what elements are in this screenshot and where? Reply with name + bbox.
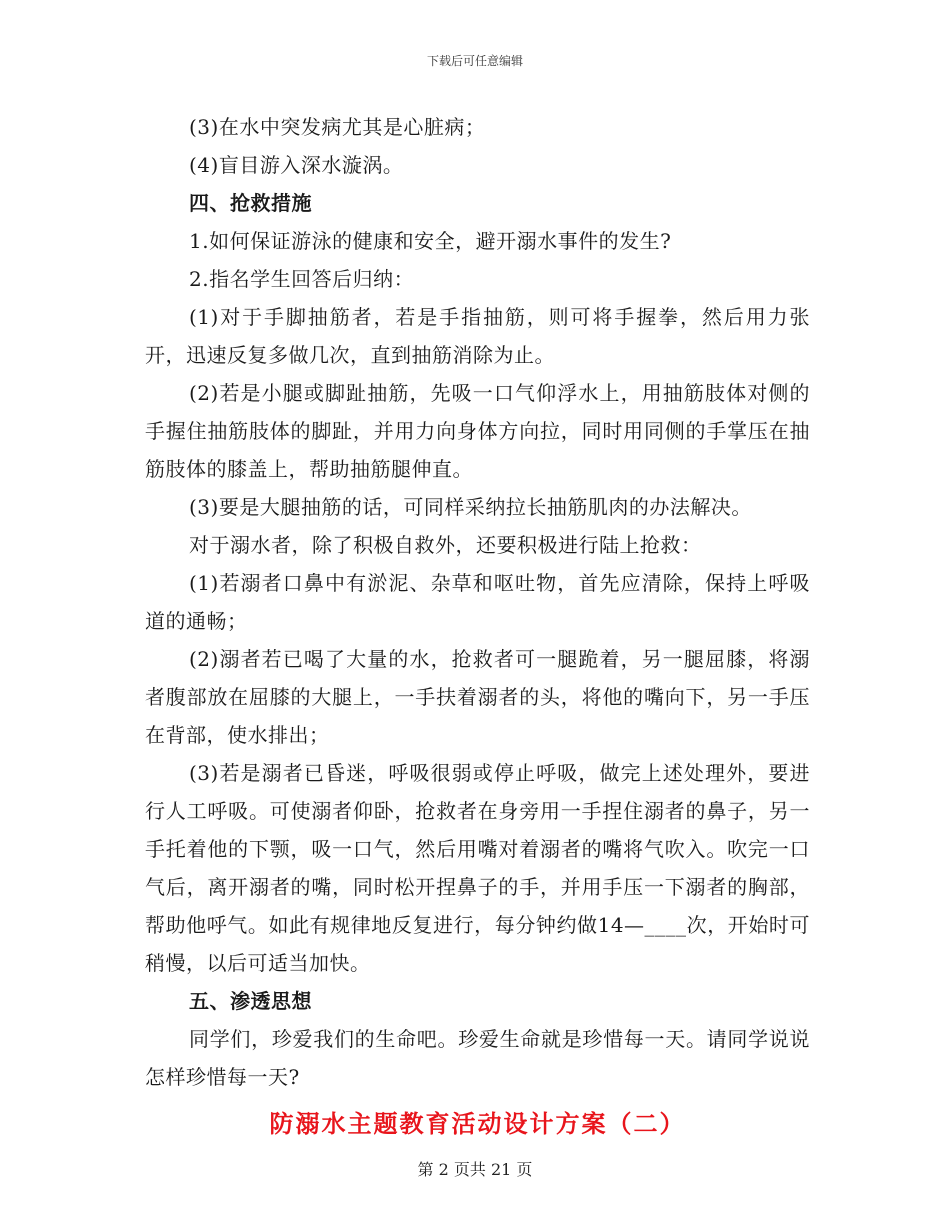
paragraph: (3)要是大腿抽筋的话，可同样采纳拉长抽筋肌肉的办法解决。	[189, 495, 752, 519]
paragraph: (3)在水中突发病尤其是心脏病；	[189, 115, 486, 139]
paragraph: (4)盲目游入深水漩涡。	[189, 153, 404, 177]
paragraph: (3)若是溺者已昏迷，呼吸很弱或停止呼吸，做完上述处理外，要进行人工呼吸。可使溺者仰卧，抢救者在身旁用一手捏住溺者的鼻子，另一手托着他的下颚，吸一口气，然后用嘴对着溺者的嘴将气吹入。吹完一口气后，离开溺者的嘴，同时松开捏鼻子的手，并用手压一下溺者的胸部，帮助他呼气。如此有规律地反复进行，每分钟约做14—____次，开始时可稍慢，以后可适当加快。	[145, 761, 810, 975]
paragraph: 同学们，珍爱我们的生命吧。珍爱生命就是珍惜每一天。请同学说说怎样珍惜每一天?	[145, 1027, 810, 1089]
document-body	[145, 108, 810, 1146]
paragraph: 对于溺水者，除了积极自救外，还要积极进行陆上抢救：	[189, 533, 702, 557]
paragraph: (1)对于手脚抽筋者，若是手指抽筋，则可将手握拳，然后用力张开，迅速反复多做几次，直到抽筋消除为止。	[145, 305, 810, 367]
paragraph: (2)若是小腿或脚趾抽筋，先吸一口气仰浮水上，用抽筋肢体对侧的手握住抽筋肢体的脚趾，并用力向身体方向拉，同时用同侧的手掌压在抽筋肢体的膝盖上，帮助抽筋腿伸直。	[145, 381, 810, 481]
page-header: 下载后可任意编辑	[426, 54, 523, 68]
page-footer: 第 2 页共 21 页	[417, 1160, 533, 1179]
section-heading: 四、抢救措施	[189, 191, 312, 215]
paragraph: (1)若溺者口鼻中有淤泥、杂草和呕吐物，首先应清除，保持上呼吸道的通畅；	[145, 571, 810, 633]
paragraph: 1.如何保证游泳的健康和安全，避开溺水事件的发生?	[189, 229, 672, 253]
section-heading: 五、渗透思想	[189, 989, 312, 1013]
section-title: 防溺水主题教育活动设计方案（二）	[269, 1109, 686, 1138]
paragraph: (2)溺者若已喝了大量的水，抢救者可一腿跪着，另一腿屈膝，将溺者腹部放在屈膝的大腿上，一手扶着溺者的头，将他的嘴向下，另一手压在背部，使水排出；	[145, 647, 810, 747]
paragraph: 2.指名学生回答后归纳：	[189, 267, 415, 291]
